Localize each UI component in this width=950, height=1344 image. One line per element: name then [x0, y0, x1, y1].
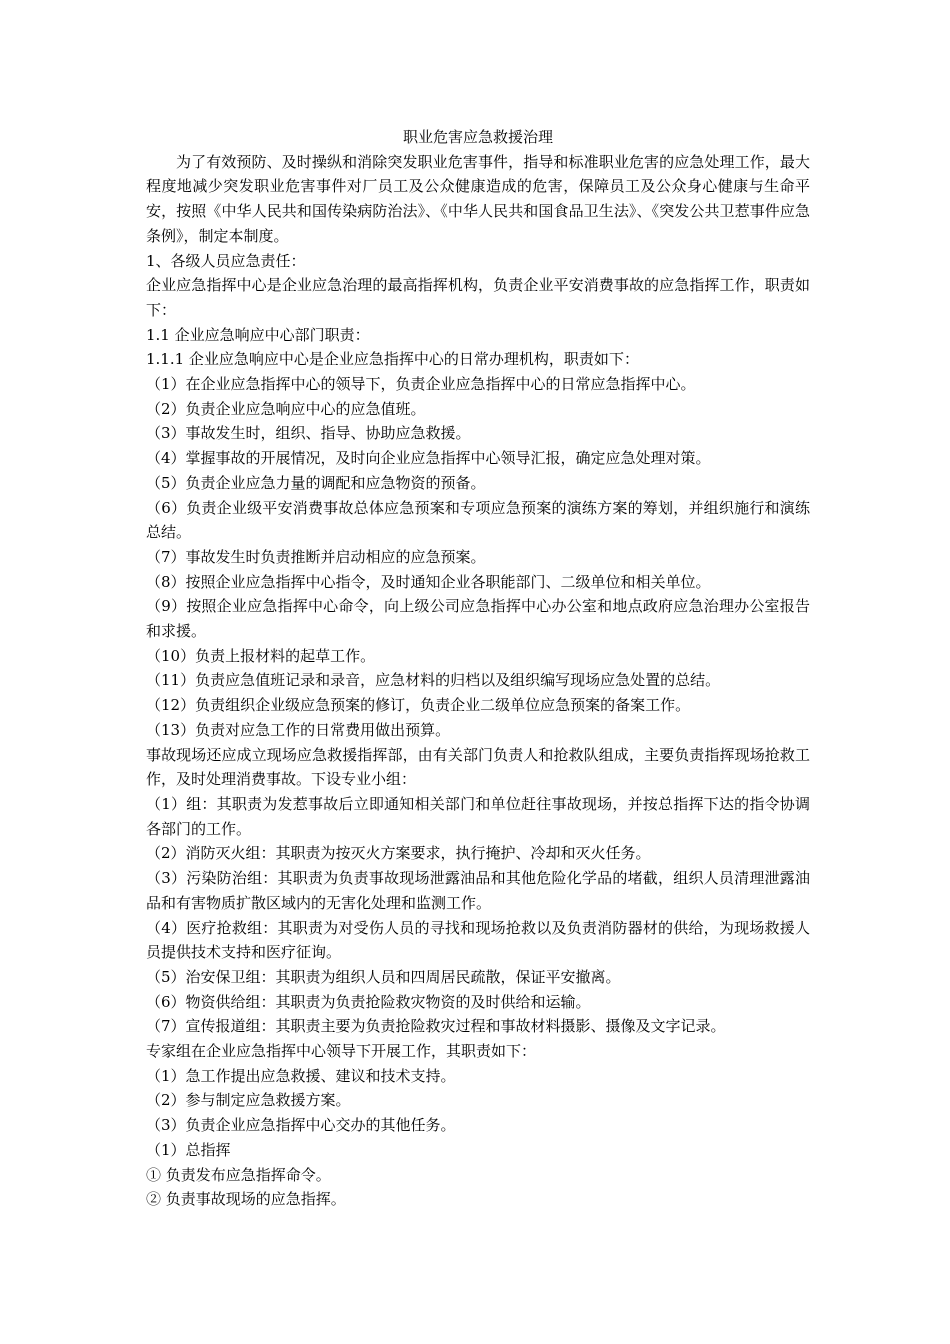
- list-item: （5）治安保卫组：其职责为组织人员和四周居民疏散，保证平安撤离。: [146, 967, 621, 986]
- list-item: （2）消防灭火组：其职责为按灭火方案要求，执行掩护、冷却和灭火任务。: [146, 844, 651, 863]
- list-item: （8）按照企业应急指挥中心指令，及时通知企业各职能部门、二级单位和相关单位。: [146, 572, 711, 591]
- list-item: ② 负责事故现场的应急指挥。: [146, 1190, 346, 1209]
- section-heading: 1、各级人员应急责任：: [146, 251, 306, 270]
- list-item: （6）负责企业级平安消费事故总体应急预案和专项应急预案的演练方案的筹划，并组织施行和演练总结。: [146, 498, 810, 542]
- list-item: （3）事故发生时，组织、指导、协助应急救援。: [146, 424, 471, 443]
- list-item: （4）掌握事故的开展情况，及时向企业应急指挥中心领导汇报，确定应急处理对策。: [146, 449, 711, 468]
- paragraph: 1.1.1 企业应急响应中心是企业应急指挥中心的日常办理机构，职责如下：: [146, 350, 639, 369]
- document-page: [146, 125, 810, 1212]
- intro-paragraph: 为了有效预防、及时操纵和消除突发职业危害事件，指导和标准职业危害的应急处理工作，最大程度地减少突发职业危害事件对厂员工及公众健康造成的危害，保障员工及公众身心健康与生命平安，按照《中华人民共和国传染病防治法》、《中华人民共和国食品卫生法》、《突发公共卫惹事件应急条例》，制定本制度。: [146, 152, 810, 245]
- list-item: （11）负责应急值班记录和录音，应急材料的归档以及组织编写现场应急处置的总结。: [146, 671, 721, 690]
- list-item: （3）污染防治组：其职责为负责事故现场泄露油品和其他危险化学品的堵截，组织人员清理泄露油品和有害物质扩散区域内的无害化处理和监测工作。: [146, 869, 810, 912]
- document-title: 职业危害应急救援治理: [402, 128, 553, 146]
- list-item: （10）负责上报材料的起草工作。: [146, 646, 376, 665]
- list-item: （5）负责企业应急力量的调配和应急物资的预备。: [146, 473, 486, 492]
- list-item: （1）总指挥: [146, 1140, 231, 1159]
- list-item: （1）在企业应急指挥中心的领导下，负责企业应急指挥中心的日常应急指挥中心。: [146, 375, 696, 394]
- list-item: ① 负责发布应急指挥命令。: [146, 1165, 331, 1184]
- list-item: （7）事故发生时负责推断并启动相应的应急预案。: [146, 547, 486, 566]
- paragraph: 事故现场还应成立现场应急救援指挥部，由有关部门负责人和抢救队组成，主要负责指挥现场抢救工作，及时处理消费事故。下设专业小组：: [146, 745, 810, 789]
- paragraph: 企业应急指挥中心是企业应急治理的最高指挥机构，负责企业平安消费事故的应急指挥工作，职责如下：: [146, 276, 810, 319]
- list-item: （4）医疗抢救组：其职责为对受伤人员的寻找和现场抢救以及负责消防器材的供给，为现场救援人员提供技术支持和医疗征询。: [146, 918, 810, 962]
- subsection-heading: 1.1 企业应急响应中心部门职责：: [146, 325, 370, 344]
- list-item: （7）宣传报道组：其职责主要为负责抢险救灾过程和事故材料摄影、摄像及文字记录。: [146, 1017, 726, 1036]
- list-item: （3）负责企业应急指挥中心交办的其他任务。: [146, 1116, 456, 1135]
- list-item: （2）负责企业应急响应中心的应急值班。: [146, 399, 426, 418]
- list-item: （1）急工作提出应急救援、建议和技术支持。: [146, 1066, 456, 1085]
- list-item: （9）按照企业应急指挥中心命令，向上级公司应急指挥中心办公室和地点政府应急治理办公室报告和求援。: [146, 597, 810, 641]
- list-item: （2）参与制定应急救援方案。: [146, 1091, 351, 1110]
- list-item: （12）负责组织企业级应急预案的修订，负责企业二级单位应急预案的备案工作。: [146, 696, 691, 715]
- paragraph: 专家组在企业应急指挥中心领导下开展工作，其职责如下：: [146, 1042, 537, 1061]
- list-item: （13）负责对应急工作的日常费用做出预算。: [146, 720, 451, 739]
- list-item: （6）物资供给组：其职责为负责抢险救灾物资的及时供给和运输。: [146, 992, 591, 1011]
- list-item: （1）组：其职责为发惹事故后立即通知相关部门和单位赶往事故现场，并按总指挥下达的指令协调各部门的工作。: [146, 794, 810, 838]
